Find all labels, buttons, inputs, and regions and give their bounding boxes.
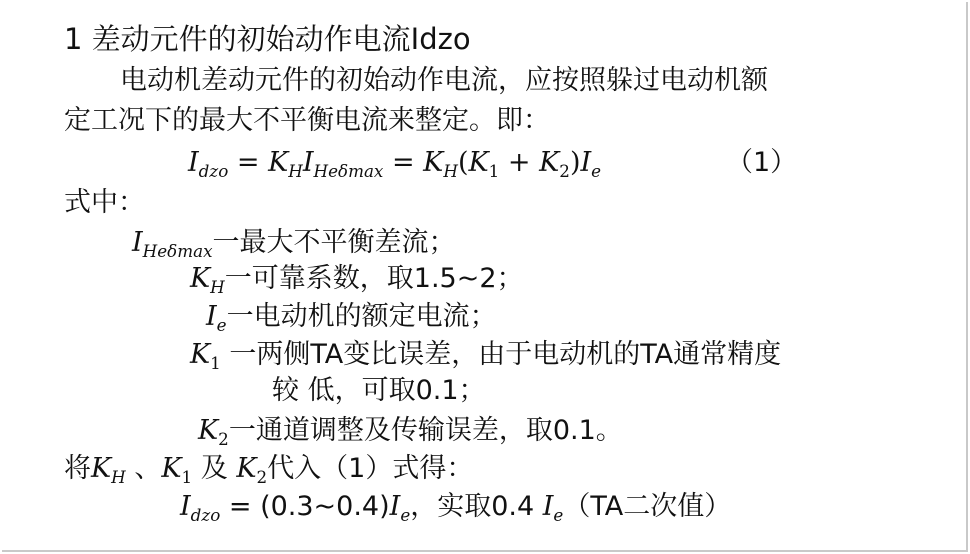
substitution-line: 将$K_H$ 、$K_1$ 及 $K_2$代入（1）式得： — [64, 453, 474, 487]
equation-1: $I_{dzo} = K_HI_{He\delta max} = K_H(K_1 + K_2)I_e$ — [188, 147, 602, 181]
definition-i-he: $I_{He\delta max}$一最大不平衡差流； — [132, 227, 456, 261]
section-title: 1 差动元件的初始动作电流Idzo — [64, 22, 471, 56]
shizhong-label: 式中： — [64, 187, 145, 218]
equation-number: （1） — [726, 147, 798, 178]
result-equation: $I_{dzo}$ = $(0.3\sim 0.4)I_e$，实取0.4 $I_e(TA$二次值） — [180, 491, 732, 525]
definition-k-2: $K_2$一通道调整及传输误差，取0.1。 — [198, 415, 623, 449]
paragraph-line-2: 定工况下的最大不平衡电流来整定。即： — [64, 105, 550, 136]
definition-i-e: $I_e$一电动机的额定电流； — [206, 301, 497, 335]
definition-k-h: $K_H$一可靠系数，取1.5~2； — [190, 263, 524, 297]
definition-k-1: $K_1$ 一两侧TA变比误差，由于电动机的TA通常精度 — [190, 339, 782, 373]
definition-k-1-continued: 较 低，可取0.1； — [272, 375, 486, 406]
paragraph-line-1: 电动机差动元件的初始动作电流，应按照躲过电动机额 — [120, 65, 768, 96]
